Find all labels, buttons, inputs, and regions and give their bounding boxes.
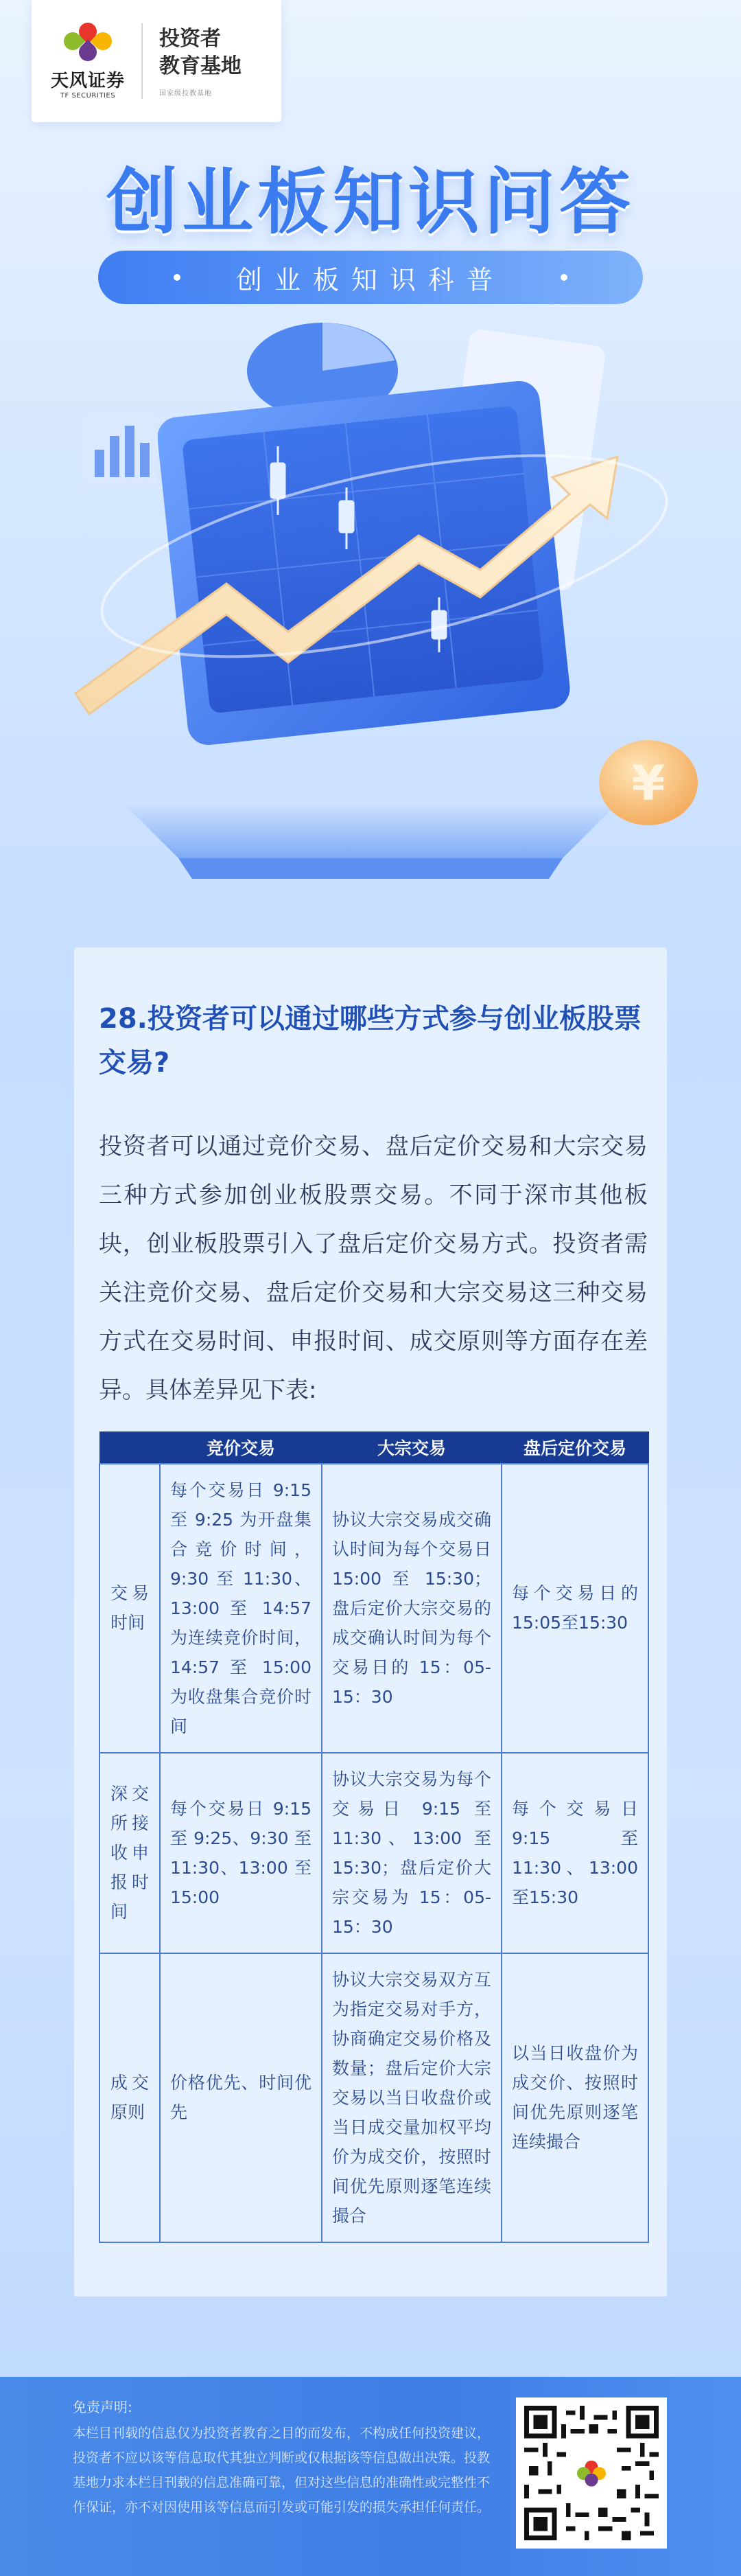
row-label: 成交原则 <box>99 1953 160 2242</box>
content-card <box>74 947 667 2297</box>
flower-logo-icon <box>64 23 112 64</box>
table-cell: 每个交易日 9:15 至 9:25、9:30 至 11:30、13:00 至 15:00 <box>160 1753 322 1953</box>
investor-base-label <box>159 25 242 97</box>
brand-logo <box>32 0 281 122</box>
base-line-1: 投资者 <box>159 26 221 51</box>
row-label: 深交所接收申报时间 <box>99 1753 160 1953</box>
table-header-cell <box>99 1432 160 1464</box>
disclaimer-title: 免责声明: <box>73 2399 132 2415</box>
page-title: 创业板知识问答 <box>106 160 635 244</box>
table-cell: 以当日收盘价为成交价、按照时间优先原则逐笔连续撮合 <box>502 1953 648 2242</box>
tf-securities-logo <box>47 23 129 100</box>
dot-right-icon <box>561 274 567 281</box>
comparison-table <box>99 1431 649 2243</box>
table-header-cell: 盘后定价交易 <box>502 1432 648 1464</box>
table-row <box>99 1753 648 1953</box>
table-cell: 协议大宗交易双方互为指定交易对手方，协商确定交易价格及数量；盘后定价大宗交易以当日收盘价或当日成交量加权平均价为成交价，按照时间优先原则逐笔连续撮合 <box>322 1953 502 2242</box>
row-label: 交易时间 <box>99 1464 160 1753</box>
qr-code[interactable] <box>516 2397 667 2549</box>
table-cell: 协议大宗交易为每个交易日 9:15 至 11:30、13:00 至 15:30；盘后定价大宗交易为 15：05-15：30 <box>322 1753 502 1953</box>
table-cell: 协议大宗交易成交确认时间为每个交易日 15:00 至 15:30；盘后定价大宗交易的成交确认时间为每个交易日的 15：05-15：30 <box>322 1464 502 1753</box>
subtitle-pill <box>98 251 643 304</box>
table-cell: 每个交易日的 15:05至15:30 <box>502 1464 648 1753</box>
footer <box>0 2377 741 2576</box>
logo-divider <box>141 23 143 99</box>
disclaimer-text: 本栏目刊载的信息仅为投资者教育之目的而发布，不构成任何投资建议，投资者不应以该等信息取代其独立判断或仅根据该等信息做出决策。投教基地力求本栏目刊载的信息准确可靠，但对这些信息的准确性或完整性不作保证，亦不对因使用该等信息而引发或可能引发的损失承担任何责任。 <box>73 2426 491 2515</box>
brand-name-en: TF SECURITIES <box>60 92 116 100</box>
table-cell: 每个交易日 9:15 至 11:30、13:00至15:30 <box>502 1753 648 1953</box>
dot-left-icon <box>174 274 180 281</box>
table-cell: 每个交易日 9:15 至 9:25 为开盘集合竞价时间，9:30 至 11:30、13:00 至 14:57 为连续竞价时间，14:57 至 15:00 为收盘集合竞价时间 <box>160 1464 322 1753</box>
table-header-row <box>99 1432 648 1464</box>
answer-paragraph: 投资者可以通过竞价交易、盘后定价交易和大宗交易三种方式参加创业板股票交易。不同于深市其他板块，创业板股票引入了盘后定价交易方式。投资者需关注竞价交易、盘后定价交易和大宗交易这三种交易方式在交易时间、申报时间、成交原则等方面存在差异。具体差异见下表: <box>99 1133 648 1404</box>
hero-rising-chart-illustration <box>0 309 741 927</box>
table-cell: 价格优先、时间优先 <box>160 1953 322 2242</box>
subtitle-text: 创业板知识科普 <box>235 264 505 295</box>
table-row <box>99 1464 648 1753</box>
table-row <box>99 1953 648 2242</box>
question-heading: 28.投资者可以通过哪些方式参与创业板股票交易? <box>99 1003 642 1079</box>
svg-text:¥: ¥ <box>631 755 666 812</box>
brand-name-cn: 天风证券 <box>50 71 125 91</box>
qr-code-icon <box>524 2406 659 2540</box>
base-line-2: 教育基地 <box>159 54 242 78</box>
base-small: 国家级投教基地 <box>159 89 212 97</box>
table-header-cell: 竞价交易 <box>160 1432 322 1464</box>
table-header-cell: 大宗交易 <box>322 1432 502 1464</box>
